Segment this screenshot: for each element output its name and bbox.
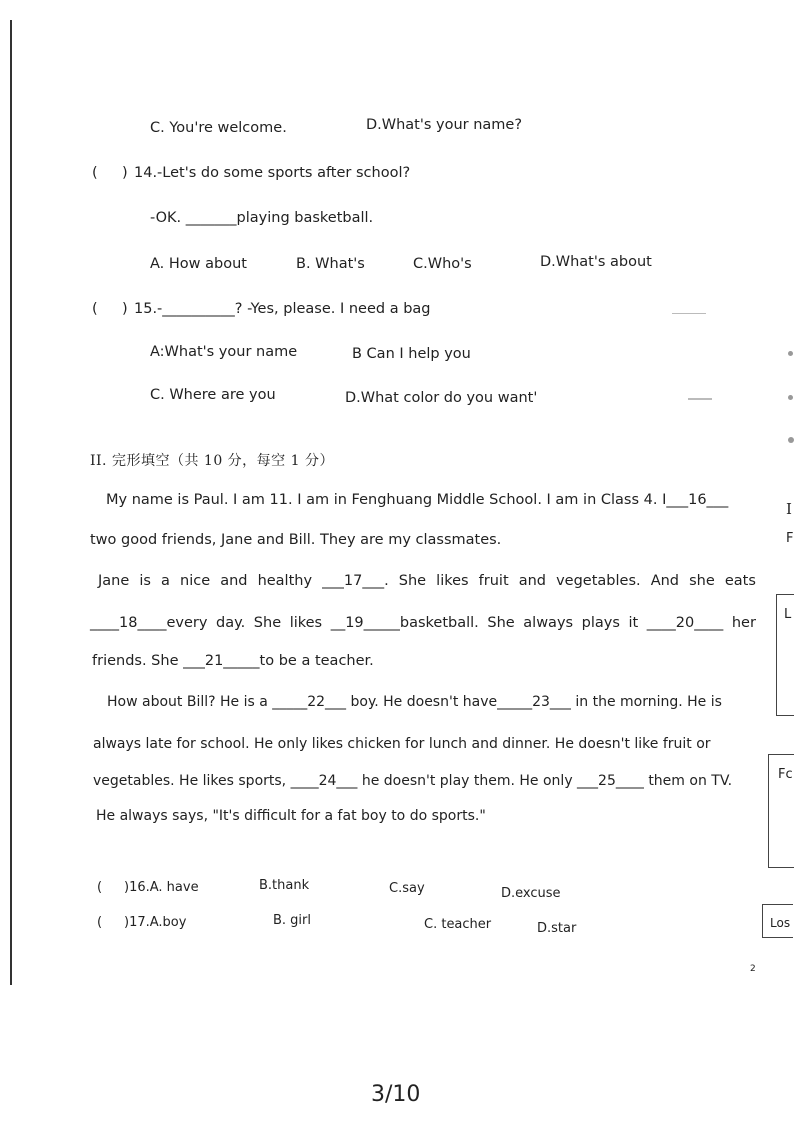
word: She	[398, 573, 427, 589]
word: she	[689, 573, 715, 589]
scan-smudge	[688, 398, 712, 400]
q16-bracket-open: (	[97, 880, 103, 895]
word: is	[139, 573, 151, 589]
word: ____18____every	[90, 615, 208, 631]
q16-option-c: C.say	[389, 881, 425, 896]
word: healthy	[257, 573, 313, 589]
q13-option-c: C. You're welcome.	[150, 120, 287, 136]
passage-p1-line2: two good friends, Jane and Bill. They are my classmates.	[90, 532, 502, 548]
q15-option-c: C. Where are you	[150, 387, 276, 403]
word: likes	[436, 573, 469, 589]
q17-bracket-open: (	[97, 915, 103, 930]
q15-bracket-close: )	[122, 301, 128, 317]
word: a	[161, 573, 170, 589]
passage-p2-line3: friends. She ___21_____to be a teacher.	[92, 653, 374, 669]
q14-bracket-close: )	[122, 165, 128, 181]
word: vegetables.	[556, 573, 641, 589]
q16-option-b: B.thank	[259, 878, 310, 893]
edge-fragment-f: F	[786, 531, 794, 546]
word: it	[628, 615, 639, 631]
scan-smudge	[672, 313, 706, 314]
scan-speck	[788, 351, 793, 356]
word: and	[220, 573, 248, 589]
q15-option-b: B Can I help you	[352, 346, 471, 362]
word: day.	[216, 615, 246, 631]
edge-fragment-i: I	[786, 500, 793, 518]
q17-option-b: B. girl	[273, 913, 312, 928]
printed-page-number: 2	[750, 964, 756, 974]
passage-p3-line3: vegetables. He likes sports, ____24___ he doesn't play them. He only ___25____ them on TV.	[93, 773, 733, 789]
word: always	[523, 615, 574, 631]
q14-option-b: B. What's	[296, 256, 365, 272]
word: nice	[180, 573, 211, 589]
page-indicator: 3/10	[371, 1082, 421, 1107]
q14-option-d: D.What's about	[540, 254, 652, 270]
q16-option-d: D.excuse	[501, 886, 561, 901]
q14-bracket-open: (	[92, 165, 98, 181]
word: Jane	[98, 573, 130, 589]
word: her	[731, 615, 756, 631]
q15-option-d: D.What color do you want'	[345, 390, 538, 406]
word: fruit	[478, 573, 509, 589]
q14-option-a: A. How about	[150, 256, 247, 272]
passage-p3-line2: always late for school. He only likes chicken for lunch and dinner. He doesn't like fruit or	[93, 736, 711, 752]
scan-speck	[788, 395, 793, 400]
word: And	[650, 573, 680, 589]
q15-stem: 15.-__________? -Yes, please. I need a bag	[134, 301, 431, 317]
word: likes	[289, 615, 323, 631]
word: She	[253, 615, 282, 631]
section-2-title: II. 完形填空（共 10 分，每空 1 分）	[90, 453, 334, 469]
word: ____20____	[646, 615, 724, 631]
q17-option-d: D.star	[537, 921, 577, 936]
passage-p3-line4: He always says, "It's difficult for a fat boy to do sports."	[96, 808, 486, 824]
q17-option-a: )17.A.boy	[124, 915, 187, 930]
edge-fragment-fc: Fc	[778, 767, 793, 782]
scan-left-border	[10, 20, 12, 985]
q17-option-c: C. teacher	[424, 917, 492, 932]
passage-p1-line1: My name is Paul. I am 11. I am in Fenghuang Middle School. I am in Class 4. I___16___	[106, 492, 729, 508]
q14-reply: -OK. _______playing basketball.	[150, 210, 374, 226]
word: __19_____basketball.	[330, 615, 479, 631]
word: plays	[581, 615, 620, 631]
q15-option-a: A:What's your name	[150, 344, 298, 360]
q13-option-d: D.What's your name?	[366, 117, 523, 133]
scan-speck	[788, 437, 794, 443]
word: eats	[724, 573, 756, 589]
edge-fragment-l: L	[784, 607, 792, 622]
word: ___17___.	[322, 573, 389, 589]
q15-bracket-open: (	[92, 301, 98, 317]
passage-p3-line1: How about Bill? He is a _____22___ boy. He doesn't have_____23___ in the morning. He is	[107, 694, 722, 710]
q16-option-a: )16.A. have	[124, 880, 199, 895]
q14-option-c: C.Who's	[413, 256, 472, 272]
passage-p2-line2	[90, 614, 756, 632]
q14-stem: 14.-Let's do some sports after school?	[134, 165, 411, 181]
word: She	[487, 615, 515, 631]
passage-p2-line1	[98, 572, 756, 590]
word: and	[518, 573, 547, 589]
edge-fragment-los: Los	[770, 916, 791, 930]
